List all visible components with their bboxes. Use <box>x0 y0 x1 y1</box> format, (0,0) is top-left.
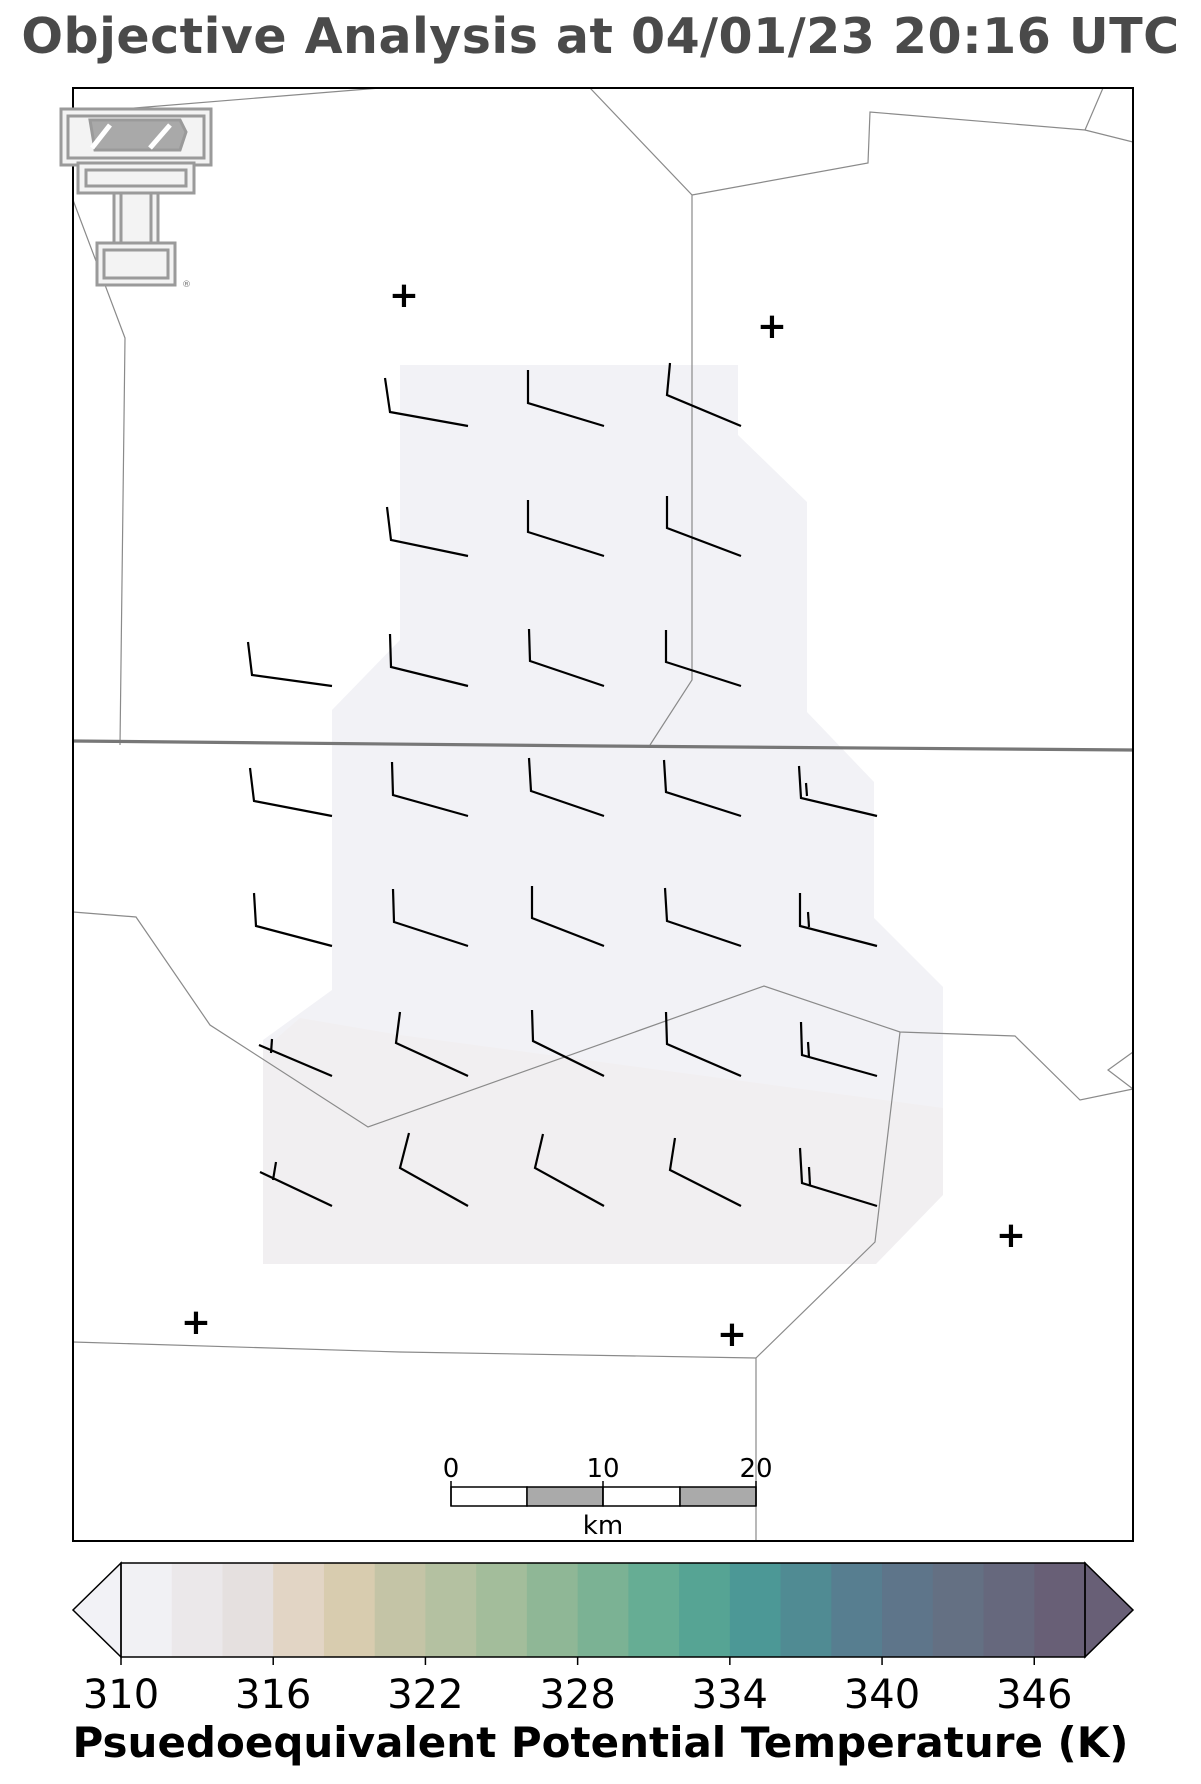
station-marker: + <box>995 1215 1027 1256</box>
wind-barb <box>808 1042 809 1057</box>
colorbar-cell <box>730 1563 781 1657</box>
colorbar-cell <box>375 1563 426 1657</box>
wind-barb <box>248 642 332 686</box>
map-title: Objective Analysis at 04/01/23 20:16 UTC <box>21 8 1180 65</box>
theta-e-field-upper <box>263 365 943 1108</box>
colorbar-cell <box>831 1563 882 1657</box>
colorbar-tick-label: 340 <box>843 1672 921 1718</box>
colorbar-cell <box>527 1563 578 1657</box>
scale-label-10: 10 <box>586 1454 620 1484</box>
colorbar <box>73 1563 1133 1718</box>
scale-label-20: 20 <box>739 1454 773 1484</box>
county-border <box>692 112 1133 195</box>
colorbar-tick-label: 328 <box>539 1672 616 1718</box>
scale-bar <box>443 1454 773 1541</box>
colorbar-over-arrow <box>1085 1563 1133 1657</box>
colorbar-cell <box>628 1563 679 1657</box>
colorbar-cell <box>984 1563 1035 1657</box>
wind-barb <box>806 783 807 796</box>
colorbar-cell <box>882 1563 933 1657</box>
wind-barb <box>254 893 332 946</box>
station-marker: + <box>180 1302 212 1343</box>
registered-mark: ® <box>182 280 191 290</box>
texas-tech-logo <box>61 109 211 290</box>
scale-unit: km <box>582 1511 624 1541</box>
station-marker: + <box>756 306 788 347</box>
colorbar-cell <box>578 1563 629 1657</box>
colorbar-under-arrow <box>73 1563 121 1657</box>
scale-label-0: 0 <box>442 1454 460 1484</box>
station-marker: + <box>716 1314 748 1355</box>
wind-barb <box>808 912 809 927</box>
colorbar-tick-label: 316 <box>235 1672 312 1718</box>
colorbar-tick-label: 310 <box>82 1672 160 1718</box>
colorbar-cell <box>781 1563 832 1657</box>
station-marker: + <box>388 275 420 316</box>
wind-barb <box>250 768 332 816</box>
colorbar-cell <box>933 1563 984 1657</box>
colorbar-cell <box>273 1563 324 1657</box>
colorbar-cell <box>476 1563 527 1657</box>
colorbar-tick-label: 322 <box>387 1672 464 1718</box>
county-border <box>1108 1052 1133 1089</box>
wind-barb <box>809 1167 810 1185</box>
county-border <box>73 1342 756 1358</box>
colorbar-cell <box>172 1563 223 1657</box>
colorbar-cell <box>1034 1563 1085 1657</box>
county-border <box>1085 88 1103 130</box>
colorbar-cell <box>324 1563 375 1657</box>
colorbar-tick-label: 334 <box>691 1672 769 1718</box>
colorbar-cell <box>425 1563 476 1657</box>
wind-barb <box>271 1039 272 1053</box>
colorbar-cell <box>222 1563 273 1657</box>
colorbar-tick-label: 346 <box>996 1672 1073 1718</box>
colorbar-label: Psuedoequivalent Potential Temperature (K) <box>72 1718 1129 1767</box>
colorbar-cell <box>679 1563 730 1657</box>
colorbar-cell <box>121 1563 172 1657</box>
